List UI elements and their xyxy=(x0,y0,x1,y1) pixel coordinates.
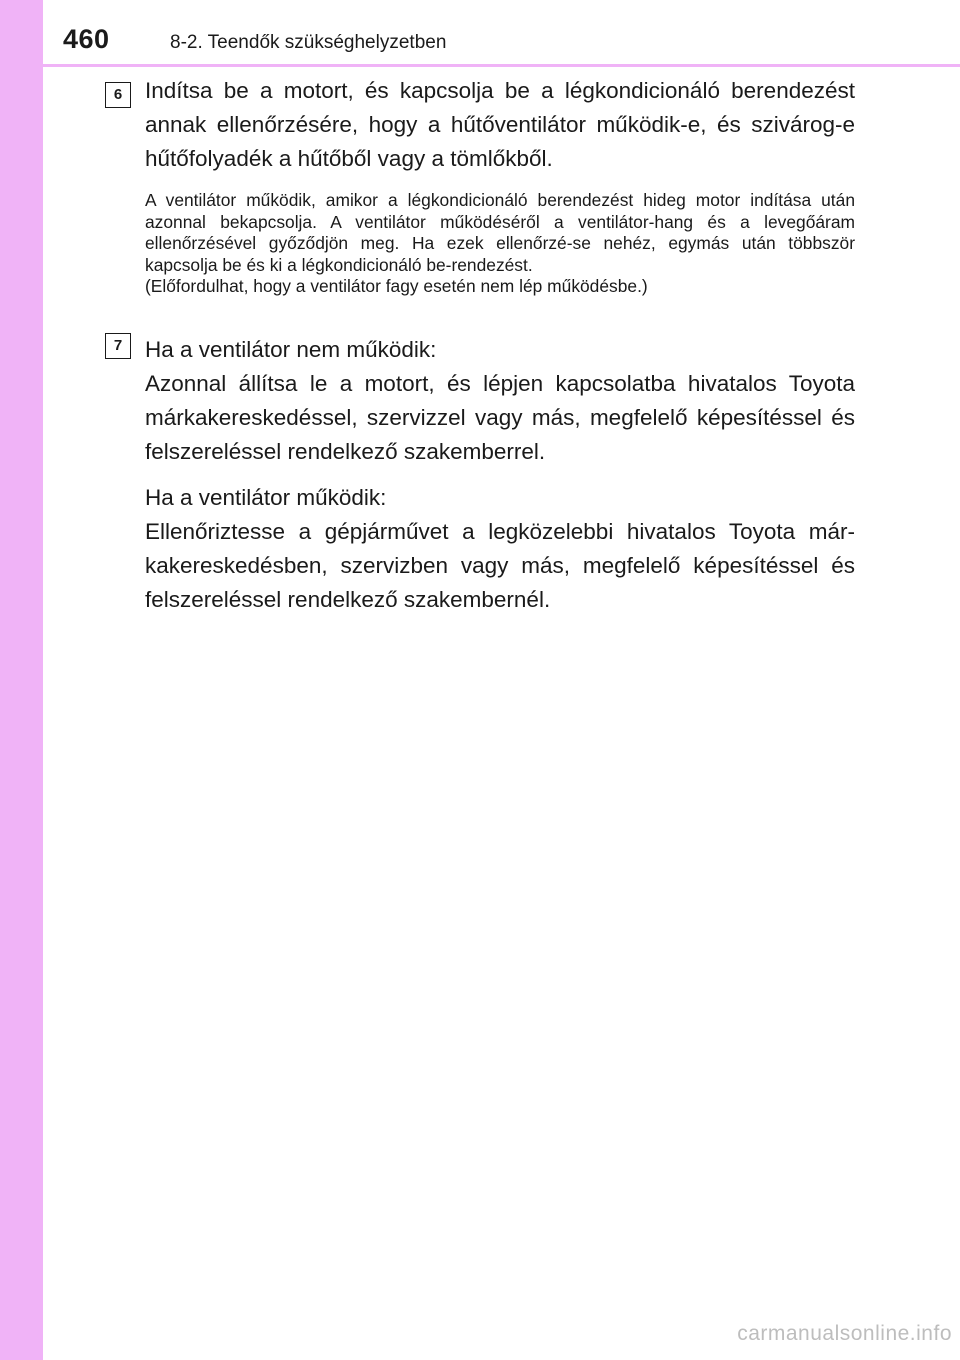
step-6-note: A ventilátor működik, amikor a légkondicionáló berendezést hideg motor indítása után azonnal bekapcsolja. A ventilátor működéséről a ventilátor-hang és a levegőáram ellenőrzésével győződjön meg. Ha ezek ellenőrzé-se nehéz, egymás után többször kapcsolja be és ki a légkondicionáló be-rendezést. xyxy=(145,190,855,275)
page-number: 460 xyxy=(63,24,110,54)
header-rule xyxy=(43,64,960,67)
step-6-text: Indítsa be a motort, és kapcsolja be a légkondicionáló berendezést annak ellenőrzésére, hogy a hűtőventilátor működik-e, és szivárog-e hűtőfolyadék a hűtőből vagy a tömlőkből. xyxy=(145,78,855,171)
section-title: 8-2. Teendők szükséghelyzetben xyxy=(170,32,447,53)
step-badge-6: 6 xyxy=(105,82,131,108)
section-color-bar xyxy=(0,0,43,1360)
step-6-content xyxy=(145,74,855,298)
step-7-case2-text: Ellenőriztesse a gépjárművet a legközelebbi hivatalos Toyota már-kakereskedésben, szervizben vagy más, megfelelő képesítéssel és felszereléssel rendelkező szakembernél. xyxy=(145,519,855,612)
step-7-case1-text: Azonnal állítsa le a motort, és lépjen kapcsolatba hivatalos Toyota márkakereskedéssel, szervizzel vagy más, megfelelő képesítéssel és felszereléssel rendelkező szakemberrel. xyxy=(145,371,855,464)
step-7-case2-title: Ha a ventilátor működik: xyxy=(145,485,387,510)
step-6-note-extra: (Előfordulhat, hogy a ventilátor fagy esetén nem lép működésbe.) xyxy=(145,276,648,296)
step-7-case1-title: Ha a ventilátor nem működik: xyxy=(145,337,437,362)
watermark: carmanualsonline.info xyxy=(737,1322,952,1345)
step-7-content xyxy=(145,333,855,617)
step-badge-7: 7 xyxy=(105,333,131,359)
